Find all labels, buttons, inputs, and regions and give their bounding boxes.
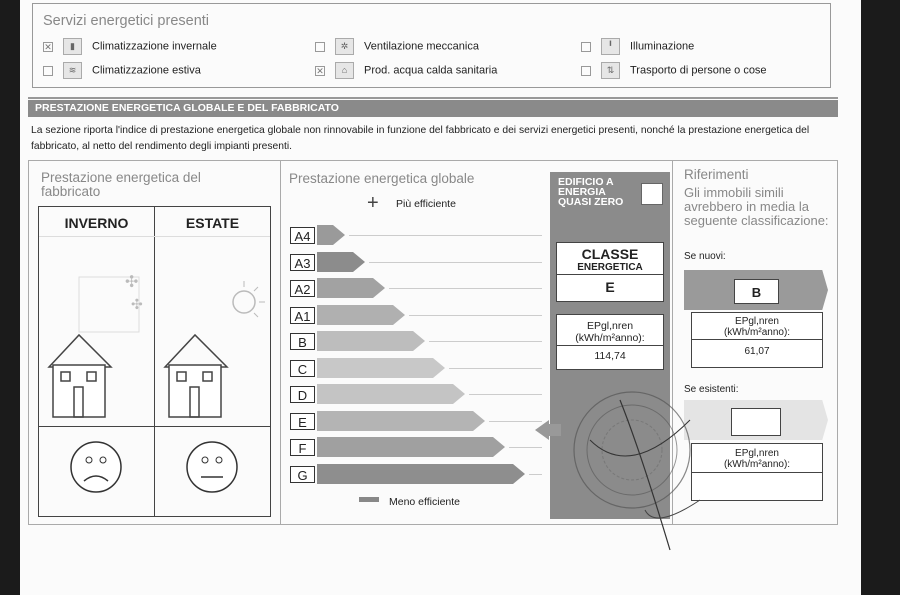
energy-class-bar: [317, 358, 445, 378]
nuovi-ep-label: EPgl,nren: [735, 316, 779, 327]
ep-index-box: [556, 314, 664, 370]
section-intro: La sezione riporta l'indice di prestazione energetica globale non rinnovabile in funzione del fabbricato e dei servizi energetici presenti, nonché la prestazione energetica del fabbricato, al netto del rendimento degli impianti presenti.: [31, 125, 810, 152]
guide-line: [429, 341, 542, 342]
guide-line: [529, 474, 542, 475]
esistenti-ep-box: [691, 443, 823, 501]
lightbulb-icon: ╹: [601, 38, 620, 55]
energy-class-label: A1: [290, 307, 315, 324]
energy-class-label: E: [290, 413, 315, 430]
energy-class-bar: [317, 278, 385, 298]
guide-line: [469, 394, 542, 395]
classe-energetica-box: [556, 242, 664, 302]
esistenti-ep-label: EPgl,nren: [735, 448, 779, 459]
sad-face-icon: [39, 429, 154, 515]
energy-class-label: D: [290, 386, 315, 403]
checkbox: [315, 42, 325, 52]
meno-efficiente-label: Meno efficiente: [389, 496, 461, 508]
service-label: Trasporto di persone o cose: [630, 64, 767, 77]
guide-line: [509, 447, 542, 448]
service-item: [581, 38, 694, 54]
service-label: Climatizzazione estiva: [92, 64, 201, 77]
water-heater-icon: ⌂: [335, 62, 354, 79]
service-item: [315, 62, 497, 78]
riferimenti-subtitle: Gli immobili simili avrebbero in media la seguente classificazione:: [684, 185, 829, 228]
divider: [692, 339, 822, 340]
nuovi-ep-unit: (kWh/m²anno):: [723, 327, 791, 338]
service-item: [43, 38, 217, 54]
section-title: PRESTAZIONE ENERGETICA GLOBALE E DEL FABBRICATO: [28, 100, 838, 117]
energy-class-bar: [317, 411, 485, 431]
energetica-label: ENERGETICA: [577, 262, 643, 273]
ep-unit: (kWh/m²anno):: [575, 332, 645, 344]
guide-line: [389, 288, 542, 289]
energy-class-label: A2: [290, 280, 315, 297]
guide-line: [449, 368, 542, 369]
globale-title: Prestazione energetica globale: [289, 171, 475, 186]
ep-value: 114,74: [594, 350, 626, 362]
energy-class-label: F: [290, 439, 315, 456]
service-item: [315, 38, 479, 54]
energy-certificate-page: [20, 0, 861, 595]
checkbox: [581, 42, 591, 52]
checkbox: [581, 66, 591, 76]
service-item: [43, 62, 201, 78]
energy-class-label: A3: [290, 254, 315, 271]
energy-class-label: B: [290, 333, 315, 350]
piu-efficiente-label: Più efficiente: [396, 198, 456, 210]
divider: [28, 97, 838, 99]
energy-class-bar: [317, 437, 505, 457]
nuovi-ep-value: 61,07: [744, 346, 770, 357]
service-label: Prod. acqua calda sanitaria: [364, 64, 498, 77]
guide-line: [369, 262, 542, 263]
ep-label: EPgl,nren: [586, 320, 634, 332]
svg-text:✣: ✣: [125, 272, 139, 291]
nuovi-classe-value: B: [734, 279, 779, 304]
esistenti-classe-value: [731, 408, 781, 436]
svg-text:✣: ✣: [131, 297, 143, 313]
service-item: [581, 62, 767, 78]
minus-icon: [359, 497, 379, 502]
esistenti-ep-unit: (kWh/m²anno):: [723, 459, 791, 470]
checkbox: [43, 66, 53, 76]
summer-house-icon: [155, 237, 270, 426]
energy-class-bar: [317, 331, 425, 351]
nzeb-label: EDIFICIO A ENERGIA QUASI ZERO: [558, 176, 624, 208]
stamp-seal-icon: [560, 380, 710, 555]
classe-value: E: [605, 279, 615, 295]
divider: [692, 472, 822, 473]
energy-class-label: G: [290, 466, 315, 483]
pointer-arrow-icon: [535, 420, 549, 440]
service-label: Illuminazione: [630, 40, 695, 53]
inverno-header: INVERNO: [64, 215, 129, 231]
energy-class-bar: [317, 384, 465, 404]
nuovi-ep-box: [691, 312, 823, 368]
radiator-icon: ▮: [63, 38, 82, 55]
services-panel: [32, 3, 831, 88]
service-label: Climatizzazione invernale: [92, 40, 217, 53]
esistenti-label: Se esistenti:: [684, 384, 739, 395]
service-label: Ventilazione meccanica: [364, 40, 479, 53]
neutral-face-icon: [155, 429, 270, 515]
fabbricato-table: [38, 206, 271, 517]
energy-class-bar: [317, 305, 405, 325]
nzeb-checkbox: [641, 183, 663, 205]
energy-class-bar: [317, 464, 525, 484]
estate-header: ESTATE: [185, 215, 240, 231]
elevator-icon: ⇅: [601, 62, 620, 79]
checkbox: ✕: [44, 41, 52, 52]
plus-icon: +: [367, 192, 379, 214]
services-title: Servizi energetici presenti: [43, 13, 210, 29]
divider: [557, 345, 663, 346]
classe-label: CLASSE: [581, 246, 639, 262]
fan-icon: ✲: [335, 38, 354, 55]
guide-line: [349, 235, 542, 236]
nuovi-label: Se nuovi:: [684, 251, 726, 262]
divider: [557, 274, 663, 275]
table-divider: [39, 426, 270, 427]
winter-house-icon: [39, 237, 154, 426]
fabbricato-title: Prestazione energetica del fabbricato: [41, 170, 201, 199]
energy-class-label: A4: [290, 227, 315, 244]
energy-class-label: C: [290, 360, 315, 377]
air-conditioner-icon: ≋: [63, 62, 82, 79]
guide-line: [409, 315, 542, 316]
checkbox: ✕: [316, 65, 324, 76]
riferimenti-title: Riferimenti: [684, 167, 749, 182]
